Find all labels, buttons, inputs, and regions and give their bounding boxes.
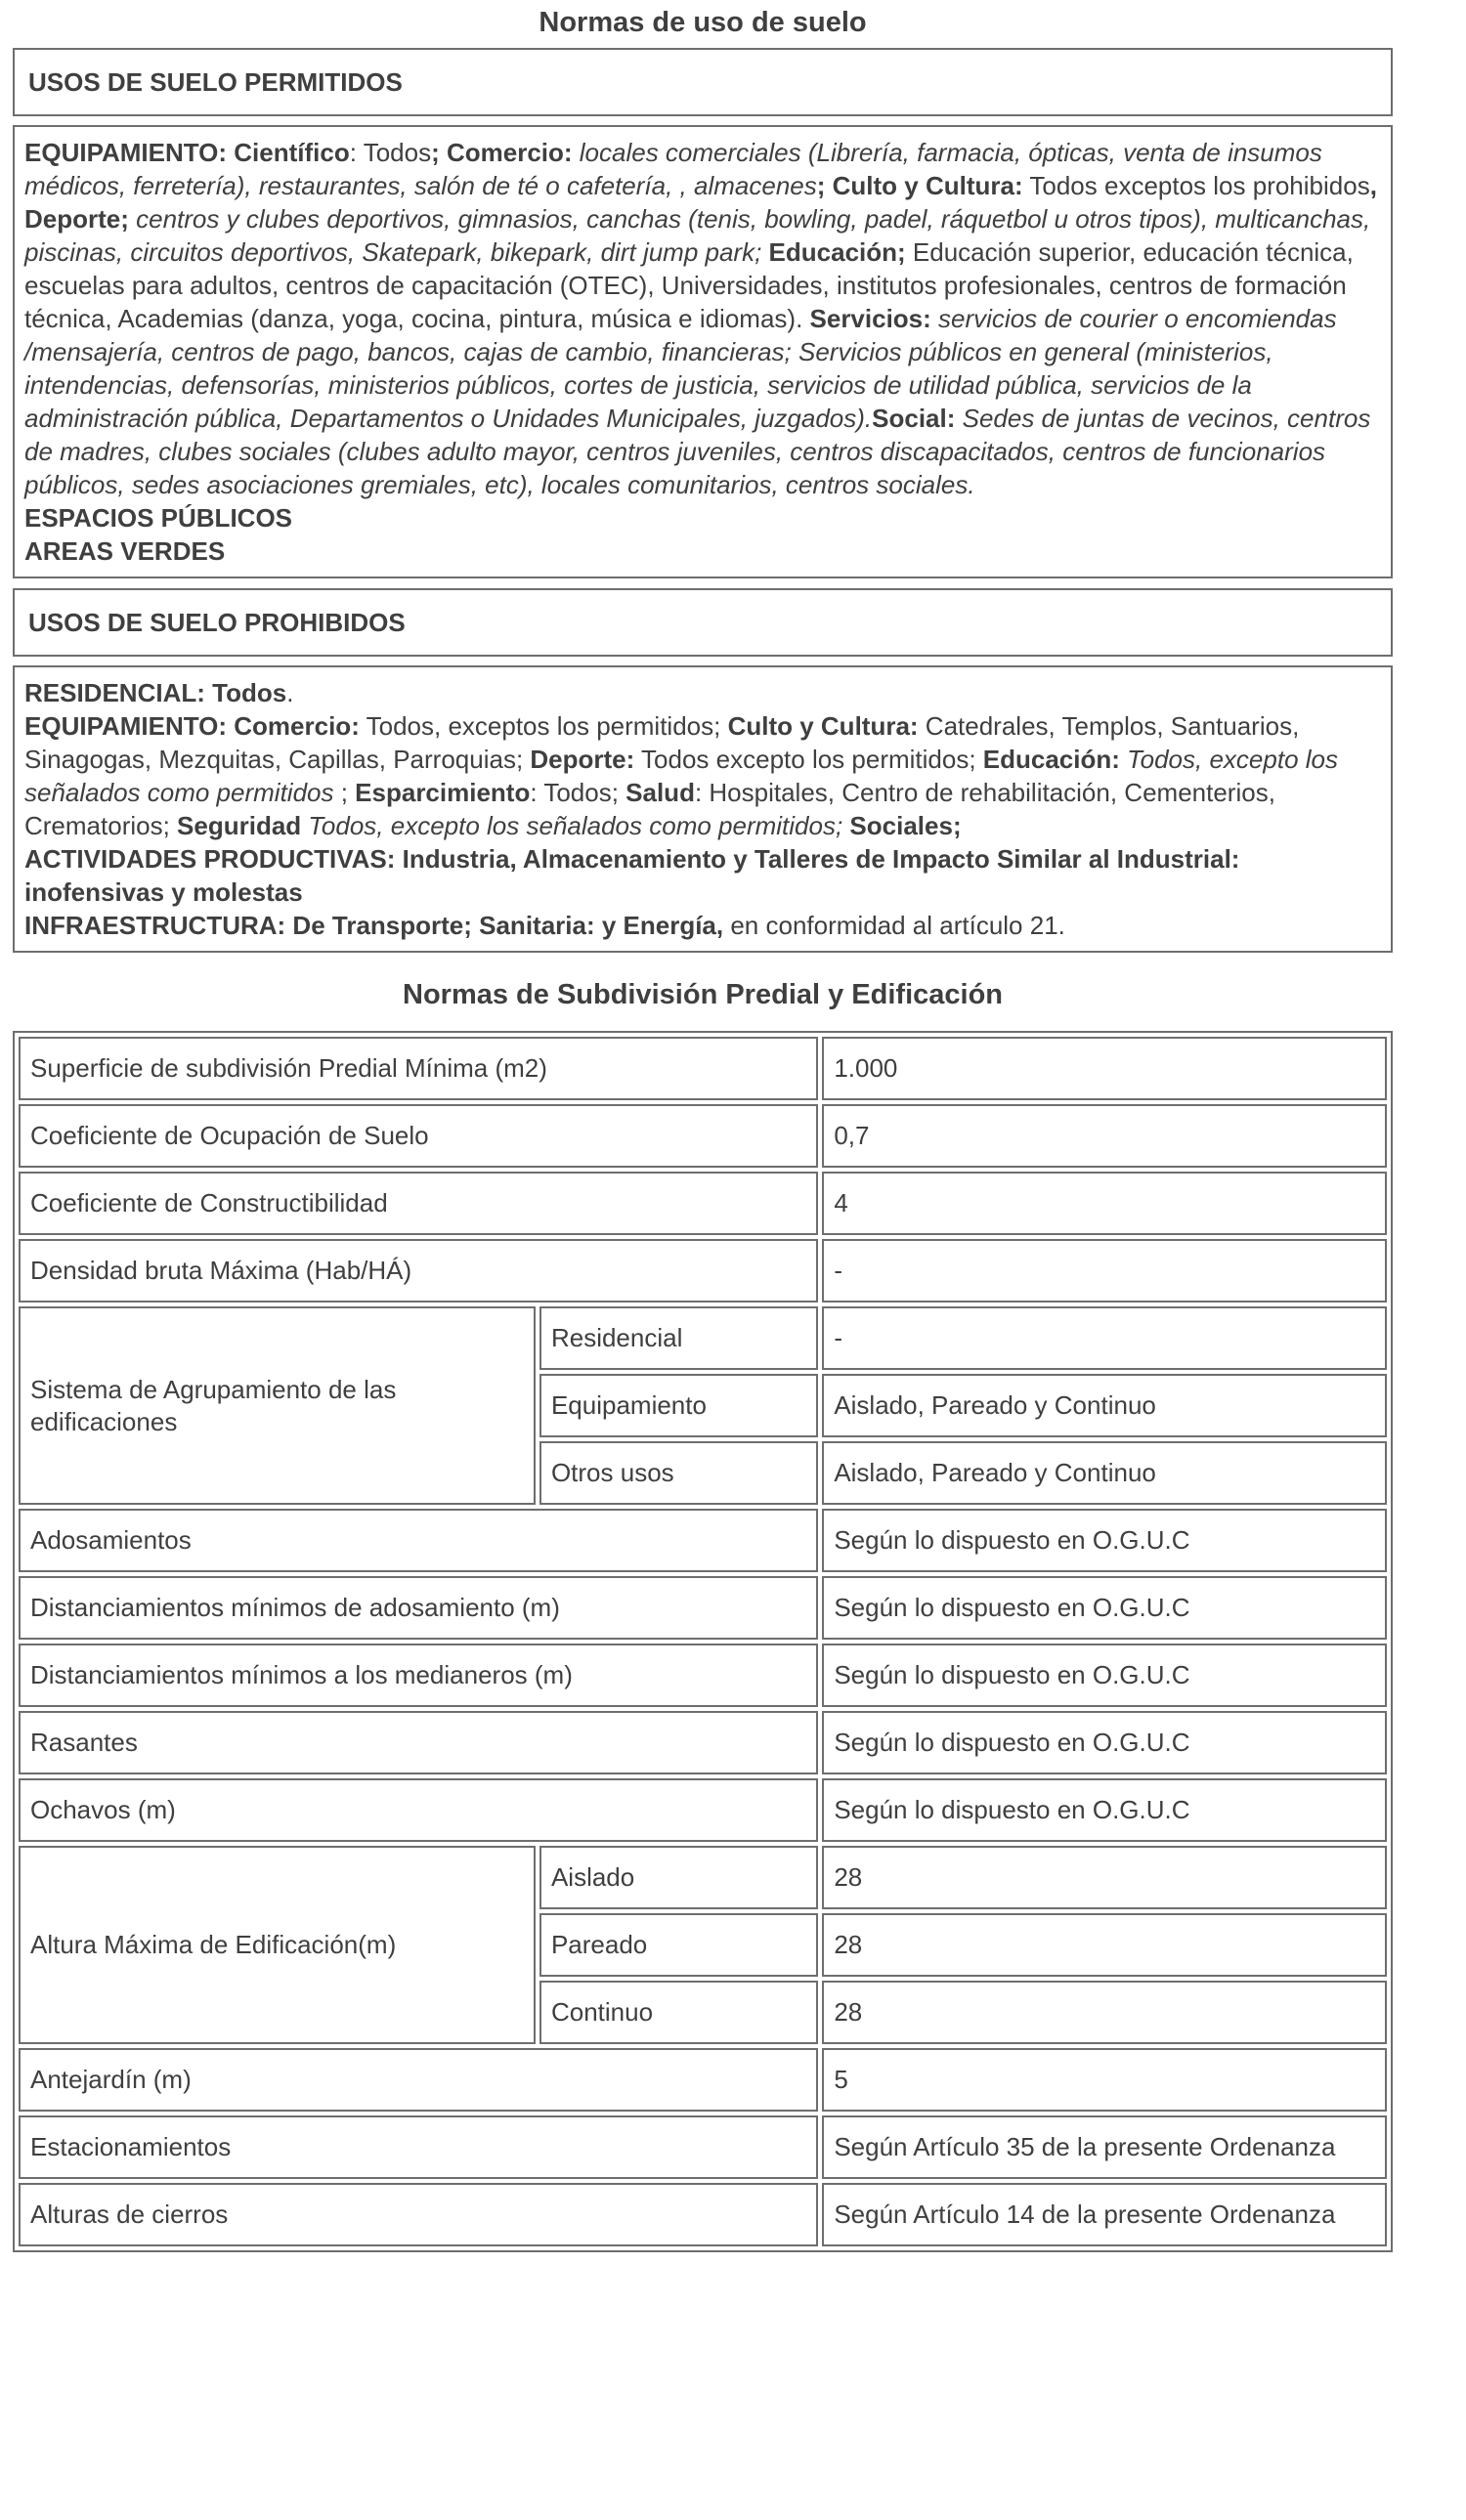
text-run: INFRAESTRUCTURA: De Transporte; Sanitaria: y Energía, (24, 911, 724, 940)
text-run: ACTIVIDADES PRODUCTIVAS: Industria, Almacenamiento y Talleres de Impacto Similar al Industrial: inofensivas y molestas (24, 844, 1240, 907)
rich-paragraph (24, 842, 1381, 909)
document-page (13, 6, 1393, 2252)
text-run: Social: (872, 404, 956, 433)
text-run: , Deporte; (24, 171, 1377, 234)
subdivision-table-body (19, 1037, 1387, 2246)
text-run: . (286, 678, 294, 707)
table-row (19, 1239, 1387, 1303)
text-run: Educación superior, educación técnica, escuelas para adultos, centros de capacitación (OTEC), Universidades, institutos profesionales, centros de formación técnica, Academias (danza, yoga, cocina, pintura, música e idiomas). (24, 237, 1354, 333)
prohibited-uses-section (13, 588, 1393, 953)
row-value: 4 (822, 1172, 1387, 1235)
text-run: Todos, exceptos los permitidos; (359, 711, 728, 741)
row-label: Coeficiente de Constructibilidad (19, 1172, 818, 1235)
text-run: Salud (625, 778, 695, 807)
table-row (19, 1644, 1387, 1707)
row-value: 28 (822, 1981, 1387, 2044)
text-run: Todos excepto los permitidos; (634, 745, 983, 774)
permitted-uses-section (13, 48, 1393, 578)
row-sublabel: Residencial (539, 1306, 818, 1370)
row-label: Superficie de subdivisión Predial Mínima (m2) (19, 1037, 818, 1100)
prohibited-uses-body (13, 665, 1393, 953)
text-run: Todos, excepto los señalados como permitidos (24, 745, 1338, 807)
table-row (19, 2048, 1387, 2112)
text-run: EQUIPAMIENTO: Científico (24, 138, 350, 167)
permitted-uses-header (13, 48, 1393, 116)
row-value: - (822, 1306, 1387, 1370)
prohibited-uses-header (13, 588, 1393, 657)
table-row (19, 1778, 1387, 1842)
text-run: Sociales; (842, 811, 962, 840)
text-run: Servicios: (809, 304, 931, 333)
text-run: ESPACIOS PÚBLICOS (24, 503, 293, 533)
permitted-uses-body (13, 125, 1393, 578)
rich-paragraph (24, 676, 1381, 709)
text-run: servicios de courier o encomiendas /mensajería, centros de pago, bancos, cajas de cambio, financieras; Servicios públicos en general (ministerios, intendencias, defensorías, ministerios públicos, cortes de justicia, servicios de utilidad pública, servicios de la administración pública, Departamentos o Unidades Municipales, juzgados). (24, 304, 1337, 433)
row-value: - (822, 1239, 1387, 1303)
text-run: Sedes de juntas de vecinos, centros de madres, clubes sociales (clubes adulto mayor, centros juveniles, centros discapacitados, centros de funcionarios públicos, sedes asociaciones gremiales, etc), locales comunitarios, centros sociales. (24, 404, 1371, 499)
row-value: Aislado, Pareado y Continuo (822, 1441, 1387, 1505)
row-sublabel: Pareado (539, 1913, 818, 1977)
row-sublabel: Continuo (539, 1981, 818, 2044)
row-label: Antejardín (m) (19, 2048, 818, 2112)
row-value: 5 (822, 2048, 1387, 2112)
row-value: Según lo dispuesto en O.G.U.C (822, 1509, 1387, 1572)
table-row (19, 1711, 1387, 1774)
row-value: Según Artículo 14 de la presente Ordenanza (822, 2183, 1387, 2246)
row-label: Adosamientos (19, 1509, 818, 1572)
row-value: Según lo dispuesto en O.G.U.C (822, 1644, 1387, 1707)
row-label: Distanciamientos mínimos de adosamiento (m) (19, 1576, 818, 1640)
row-sublabel: Otros usos (539, 1441, 818, 1505)
subdivision-table (13, 1031, 1393, 2252)
rich-paragraph (24, 534, 1381, 568)
rich-paragraph (24, 136, 1381, 501)
row-label: Alturas de cierros (19, 2183, 818, 2246)
table-row (19, 1846, 1387, 1909)
text-run: RESIDENCIAL: Todos (24, 678, 287, 707)
text-run: Educación; (761, 237, 906, 267)
row-value: Según lo dispuesto en O.G.U.C (822, 1711, 1387, 1774)
row-label: Rasantes (19, 1711, 818, 1774)
text-run: AREAS VERDES (24, 536, 226, 566)
row-value: 28 (822, 1913, 1387, 1977)
text-run: Educación: (982, 745, 1120, 774)
text-run: : Todos (349, 138, 432, 167)
row-value: 1.000 (822, 1037, 1387, 1100)
row-label: Coeficiente de Ocupación de Suelo (19, 1104, 818, 1168)
rich-paragraph (24, 709, 1381, 842)
text-run: Culto y Cultura: (727, 711, 919, 741)
row-value: 0,7 (822, 1104, 1387, 1168)
text-run: Catedrales, Templos, Santuarios, Sinagogas, Mezquitas, Capillas, Parroquias; (24, 711, 1300, 774)
table-row (19, 1037, 1387, 1100)
text-run: Esparcimiento (355, 778, 531, 807)
table-row (19, 1104, 1387, 1168)
text-run: ; Culto y Cultura: (816, 171, 1023, 200)
row-label: Ochavos (m) (19, 1778, 818, 1842)
subdivision-section-title: Normas de Subdivisión Predial y Edificación (403, 979, 1003, 1010)
text-run: : Todos; (530, 778, 626, 807)
permitted-uses-header-label: USOS DE SUELO PERMITIDOS (28, 67, 403, 97)
row-value: Según lo dispuesto en O.G.U.C (822, 1576, 1387, 1640)
table-row (19, 1576, 1387, 1640)
table-row (19, 1306, 1387, 1370)
rich-paragraph (24, 909, 1381, 942)
text-run: en conformidad al artículo 21. (723, 911, 1065, 940)
row-label: Estacionamientos (19, 2115, 818, 2179)
text-run: locales comerciales (Librería, farmacia, ópticas, venta de insumos médicos, ferretería), restaurantes, salón de té o cafetería, , almacenes (24, 138, 1322, 200)
text-run: Seguridad (177, 811, 302, 840)
row-label: Distanciamientos mínimos a los medianeros (m) (19, 1644, 818, 1707)
row-value: Aislado, Pareado y Continuo (822, 1374, 1387, 1437)
row-label: Densidad bruta Máxima (Hab/HÁ) (19, 1239, 818, 1303)
text-run: : Hospitales, Centro de rehabilitación, Cementerios, Crematorios; (24, 778, 1275, 840)
table-row (19, 2115, 1387, 2179)
text-run: Todos, excepto los señalados como permitidos; (301, 811, 843, 840)
row-label: Sistema de Agrupamiento de las edificaciones (19, 1306, 536, 1505)
table-row (19, 1172, 1387, 1235)
table-row (19, 1509, 1387, 1572)
text-run: Deporte: (530, 745, 635, 774)
rich-paragraph (24, 501, 1381, 534)
prohibited-uses-header-label: USOS DE SUELO PROHIBIDOS (28, 608, 406, 637)
text-run: EQUIPAMIENTO: Comercio: (24, 711, 360, 741)
row-label: Altura Máxima de Edificación(m) (19, 1846, 536, 2044)
text-run: ; Comercio: (431, 138, 573, 167)
table-row (19, 2183, 1387, 2246)
text-run: Todos exceptos los prohibidos (1022, 171, 1370, 200)
row-sublabel: Equipamiento (539, 1374, 818, 1437)
row-value: Según Artículo 35 de la presente Ordenanza (822, 2115, 1387, 2179)
text-run: centros y clubes deportivos, gimnasios, canchas (tenis, bowling, padel, ráquetbol u otros tipos), multicanchas, piscinas, circuitos deportivos, Skatepark, bikepark, dirt jump park; (24, 204, 1371, 267)
page-title: Normas de uso de suelo (539, 7, 867, 38)
row-sublabel: Aislado (539, 1846, 818, 1909)
row-value: Según lo dispuesto en O.G.U.C (822, 1778, 1387, 1842)
row-value: 28 (822, 1846, 1387, 1909)
text-run: ; (340, 778, 356, 807)
